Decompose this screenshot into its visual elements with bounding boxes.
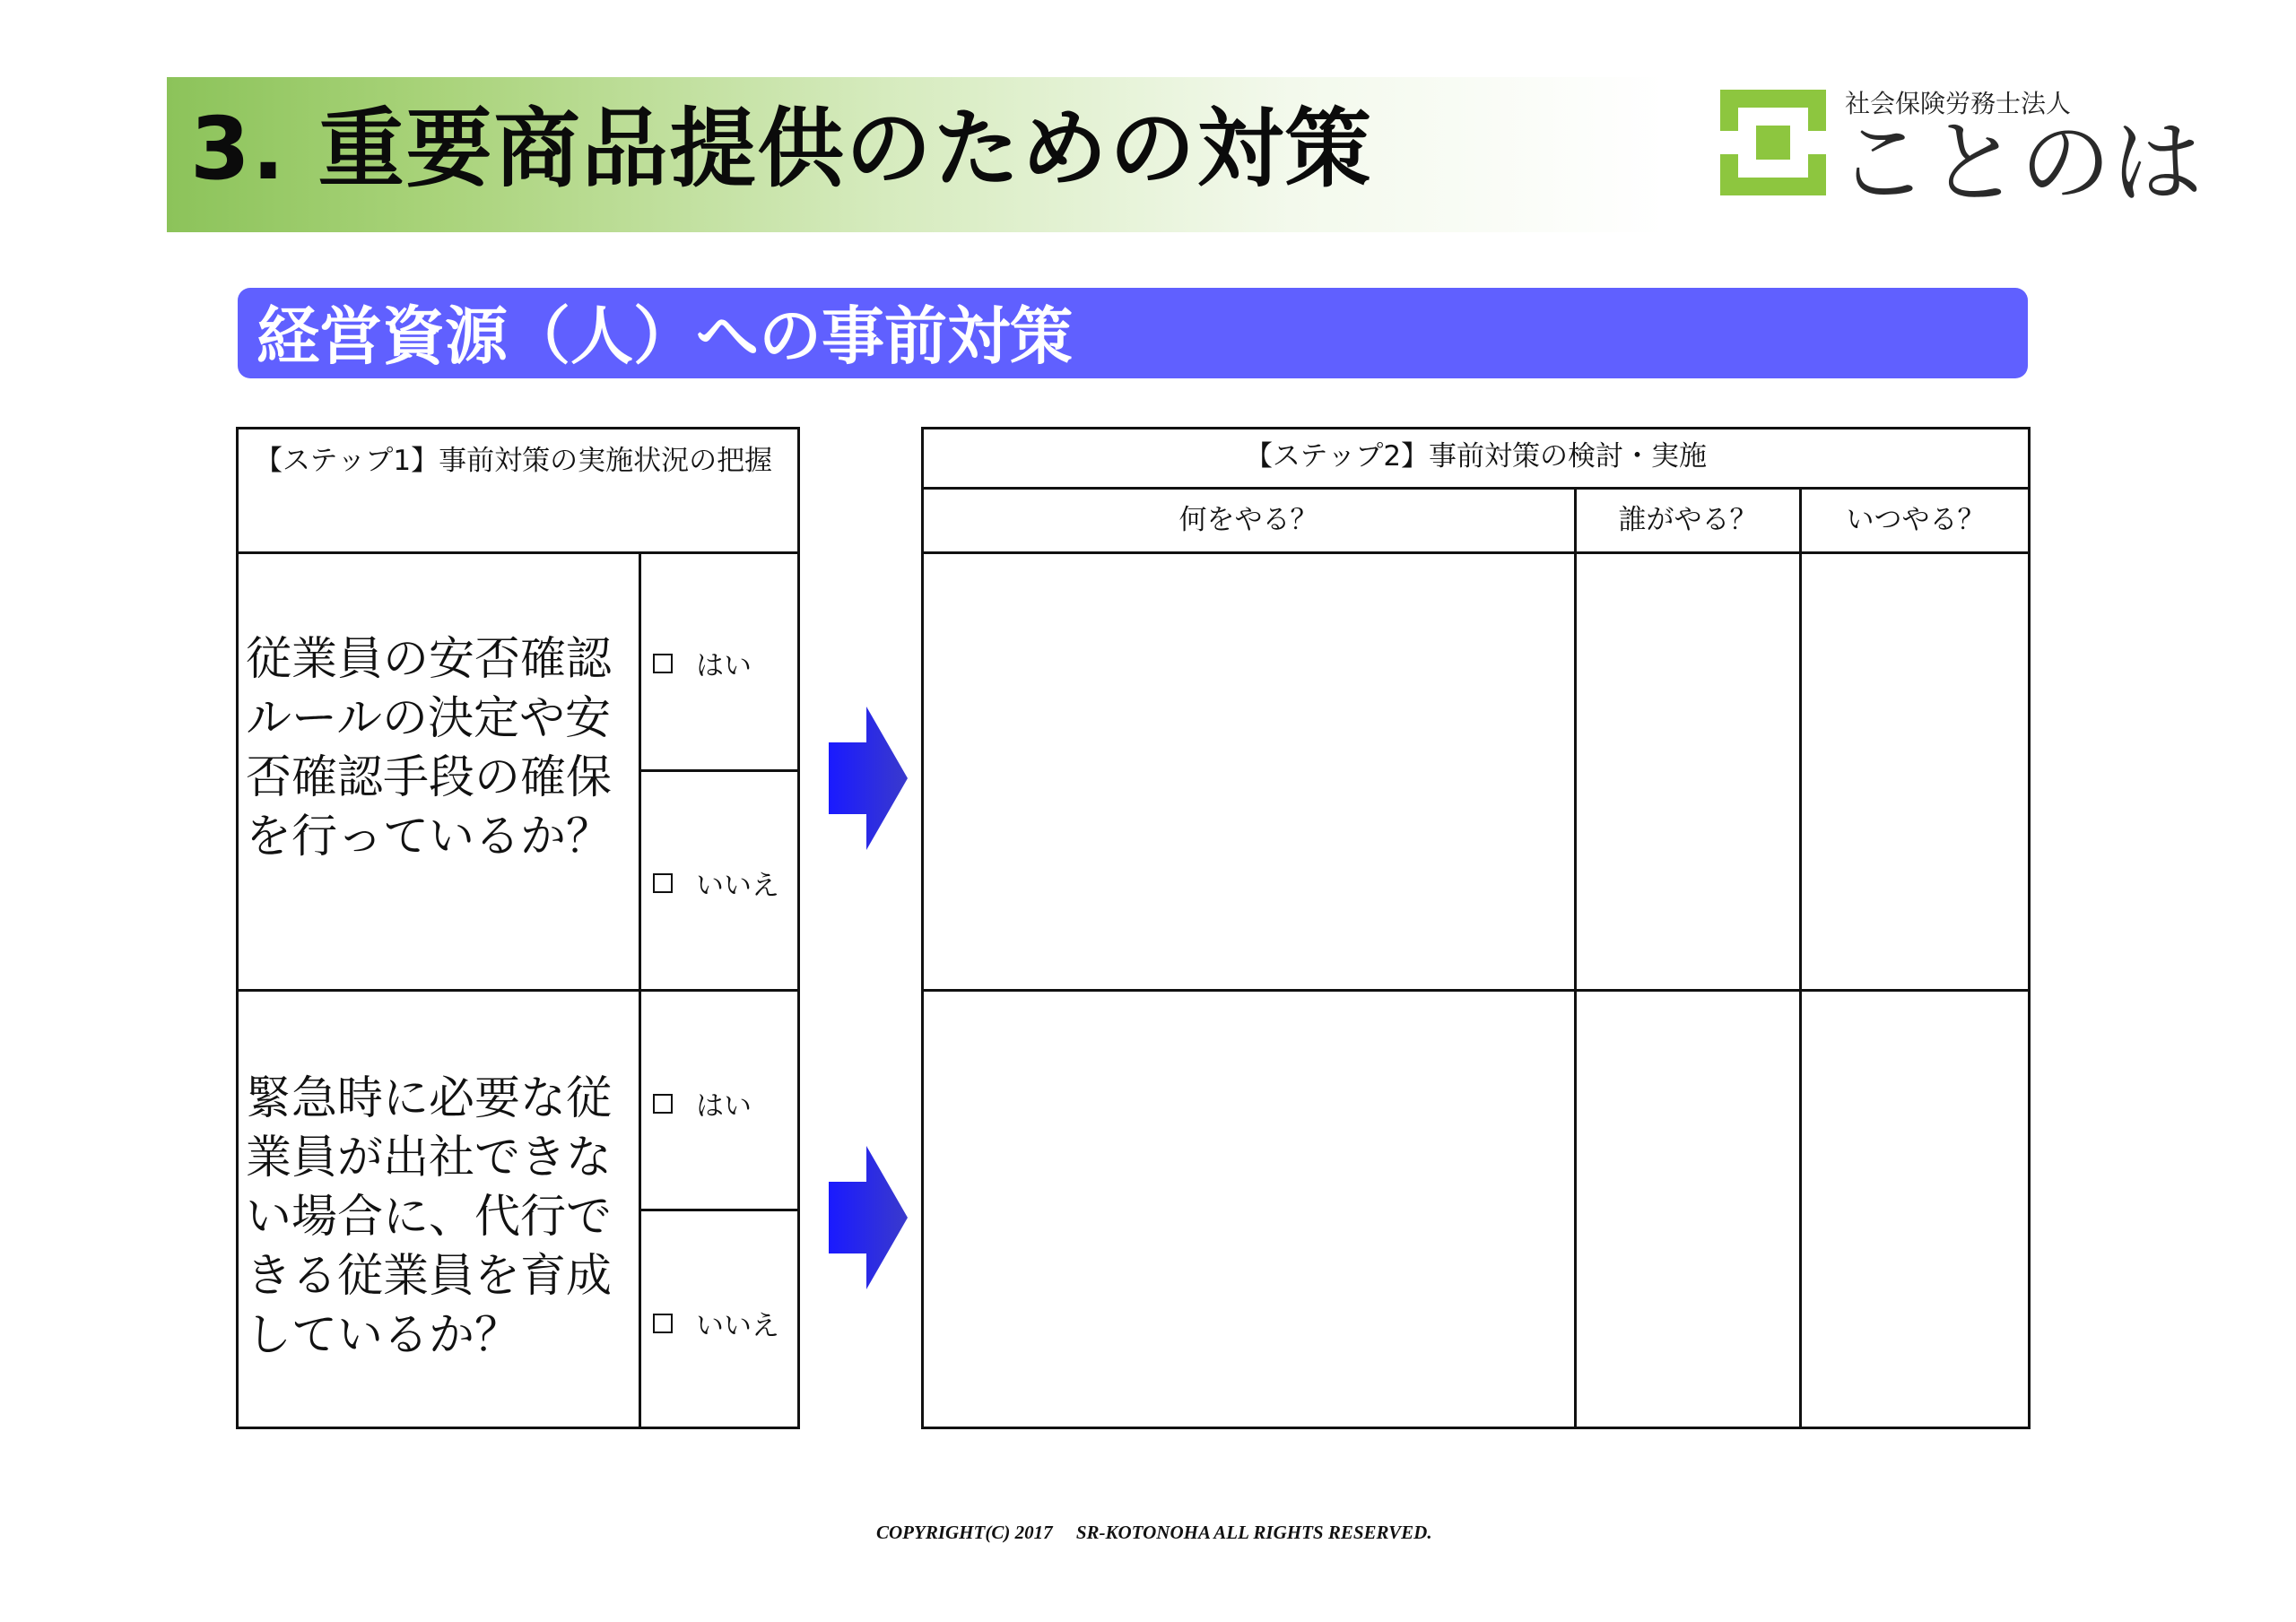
step2-header: 【ステップ2】事前対策の検討・実施 (1244, 440, 1708, 473)
checkbox-label: いいえ (696, 870, 779, 902)
step1-divider (639, 1209, 800, 1211)
step1-header: 【ステップ1】事前対策の実施状況の把握 (255, 445, 773, 477)
step2-divider (921, 989, 2031, 992)
logo-subtitle: 社会保険労務士法人 (1845, 89, 2072, 118)
step1-divider (639, 551, 641, 1429)
step1-divider (236, 551, 800, 554)
checkbox-label: いいえ (696, 1310, 779, 1342)
checkbox-label: はい (696, 650, 752, 682)
column-header-when: いつやる？ (1846, 504, 1986, 536)
step2-divider (921, 487, 2031, 490)
checkbox-label: はい (696, 1090, 752, 1123)
step1-divider (236, 989, 800, 992)
step1-divider (639, 769, 800, 772)
checkbox-icon[interactable] (653, 1094, 673, 1114)
section-title: 経営資源（人）への事前対策 (257, 299, 1073, 373)
checkbox-icon[interactable] (653, 654, 673, 673)
step2-divider (1574, 487, 1577, 1429)
step2-table (921, 427, 2031, 1429)
arrow-right-icon (829, 707, 908, 850)
logo-mark-icon (1720, 90, 1826, 195)
logo-name: ことのは (1837, 110, 2203, 217)
checkbox-q1-no[interactable] (653, 863, 779, 903)
column-header-what: 何をやる？ (1178, 504, 1318, 536)
checkbox-q1-yes[interactable] (653, 643, 752, 683)
step2-divider (1799, 487, 1802, 1429)
question-2: 緊急時に必要な従業員が出社できない場合に、代行できる従業員を育成しているか？ (246, 1072, 613, 1362)
page-title: 3. 重要商品提供のための対策 (190, 99, 1373, 199)
arrow-right-icon (829, 1146, 908, 1289)
column-header-who: 誰がやる？ (1618, 504, 1758, 536)
checkbox-icon[interactable] (653, 1314, 673, 1333)
checkbox-q2-yes[interactable] (653, 1083, 752, 1123)
copyright: COPYRIGHT(C) 2017 SR-KOTONOHA ALL RIGHTS RESERVED. (876, 1522, 1432, 1543)
checkbox-icon[interactable] (653, 873, 673, 893)
checkbox-q2-no[interactable] (653, 1303, 779, 1343)
question-1: 従業員の安否確認ルールの決定や安否確認手段の確保を行っているか？ (246, 633, 613, 863)
step2-divider (921, 551, 2031, 554)
